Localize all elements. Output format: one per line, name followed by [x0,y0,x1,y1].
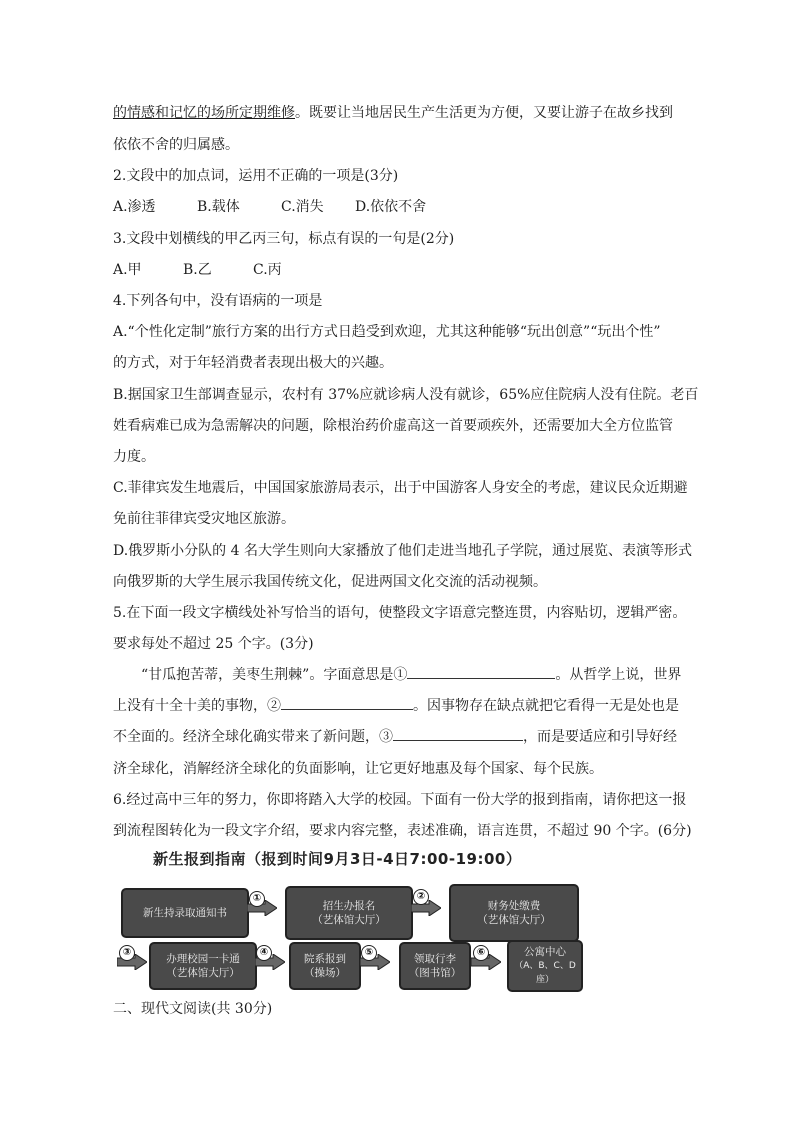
option-b: B.载体 [197,199,240,215]
q4-option-c-line2: 免前往菲律宾受灾地区旅游。 [113,511,295,527]
flow-step-2 [285,886,413,940]
step-number: ② [413,889,429,905]
question-5-line2: 要求每处不超过 25 个字。(3分) [113,636,314,652]
question-6-line2: 到流程图转化为一段文字介绍，要求内容完整，表述准确，语言连贯，不超过 90 个字。(6分) [113,823,692,839]
option-c: C.消失 [281,199,324,215]
question-5: 5.在下面一段文字横线处补写恰当的语句，使整段文字语意完整连贯，内容贴切，逻辑严密。 [113,605,687,621]
step-number: ⑤ [361,945,377,961]
question-4: 4.下列各句中，没有语病的一项是 [113,293,323,309]
text-span: 财务处缴费 [487,900,541,912]
text-line [113,104,673,122]
text-span: 院系报到 [304,953,346,965]
text-span: （艺体馆大厅） [477,914,551,926]
question-6: 6.经过高中三年的努力，你即将踏入大学的校园。下面有一份大学的报到指南，请你把这一报 [113,792,687,808]
underlined-sentence: 的情感和记忆的场所定期维修 [113,105,295,121]
text-span: “甘瓜抱苦蒂，美枣生荆棘”。字面意思是① [141,667,408,683]
text-span: （操场） [304,967,346,979]
flow-step-5 [289,942,361,990]
section-heading: 二、现代文阅读(共 30分) [113,1001,273,1017]
q4-option-b-line2: 姓看病难已成为急需解决的问题，除根治药价虚高这一首要顽疾外，还需要加大全方位监管 [113,418,673,434]
passage-line [141,666,681,684]
text-line: 依依不舍的归属感。 [113,137,239,153]
option-a: A.渗透 [113,199,156,215]
question-3-options [113,261,282,279]
answer-blank-3[interactable] [393,728,523,741]
flow-step-3 [449,884,579,942]
text-span: 不全面的。经济全球化确实带来了新问题，③ [113,729,393,745]
flowchart-title: 新生报到指南（报到时间9月3日-4日7:00-19:00） [153,850,522,868]
text-span: 。因事物存在缺点就把它看得一无是处也是 [413,698,679,714]
q4-option-c-line1: C.菲律宾发生地震后，中国国家旅游局表示，出于中国游客人身安全的考虑，建议民众近期避 [113,480,688,496]
flow-step-7 [507,940,583,992]
question-3: 3.文段中划横线的甲乙丙三句，标点有误的一句是(2分) [113,231,455,247]
text-span: （艺体馆大厅） [166,967,240,979]
text-span: 。从哲学上说，世界 [555,667,682,683]
flow-step-4 [149,942,257,990]
flow-step-1 [121,888,249,938]
q4-option-d-line2: 向俄罗斯的大学生展示我国传统文化，促进两国文化交流的活动视频。 [113,574,547,590]
option-b: B.乙 [183,262,212,278]
step-number: ① [249,891,265,907]
question-2-options [113,198,426,216]
text-span: （艺体馆大厅） [312,914,386,926]
option-d: D.依依不舍 [355,199,427,215]
registration-flowchart [113,848,583,998]
q4-option-b-line1: B.据国家卫生部调查显示，农村有 37%应就诊病人没有就诊，65%应住院病人没有住院。老百 [113,387,699,403]
step-number: ③ [119,945,135,961]
text-span: （图书馆） [408,967,462,979]
question-2: 2.文段中的加点词，运用不正确的一项是(3分) [113,168,399,184]
passage-line: 济全球化，消解经济全球化的负面影响，让它更好地惠及每个国家、每个民族。 [113,761,603,777]
option-a: A.甲 [113,262,142,278]
option-c: C.丙 [253,262,282,278]
text-span: 领取行李 [414,953,456,965]
text-span: 新生持录取通知书 [143,907,227,919]
text-span: 招生办报名 [322,900,376,912]
passage-line [113,697,679,715]
text-span: 。既要让当地居民生产生活更为方便，又要让游子在故乡找到 [295,105,673,121]
text-span: （A、B、C、D座） [514,961,576,985]
q4-option-a-line1: A.“个性化定制”旅行方案的出行方式日趋受到欢迎，尤其这种能够“玩出创意”“玩出个性” [113,324,661,340]
q4-option-b-line3: 力度。 [113,449,155,465]
text-span: 上没有十全十美的事物，② [113,698,281,714]
step-number: ⑥ [473,945,489,961]
flow-step-6 [399,942,471,990]
text-span: 办理校园一卡通 [166,953,240,965]
step-number: ④ [256,945,272,961]
answer-blank-1[interactable] [407,666,555,679]
text-span: ，而是要适应和引导好经 [523,729,677,745]
q4-option-a-line2: 的方式，对于年轻消费者表现出极大的兴趣。 [113,355,393,371]
q4-option-d-line1: D.俄罗斯小分队的 4 名大学生则向大家播放了他们走进当地孔子学院，通过展览、表演等形式 [113,543,692,559]
passage-line [113,728,677,746]
text-span: 公寓中心 [524,946,566,958]
answer-blank-2[interactable] [281,697,413,710]
